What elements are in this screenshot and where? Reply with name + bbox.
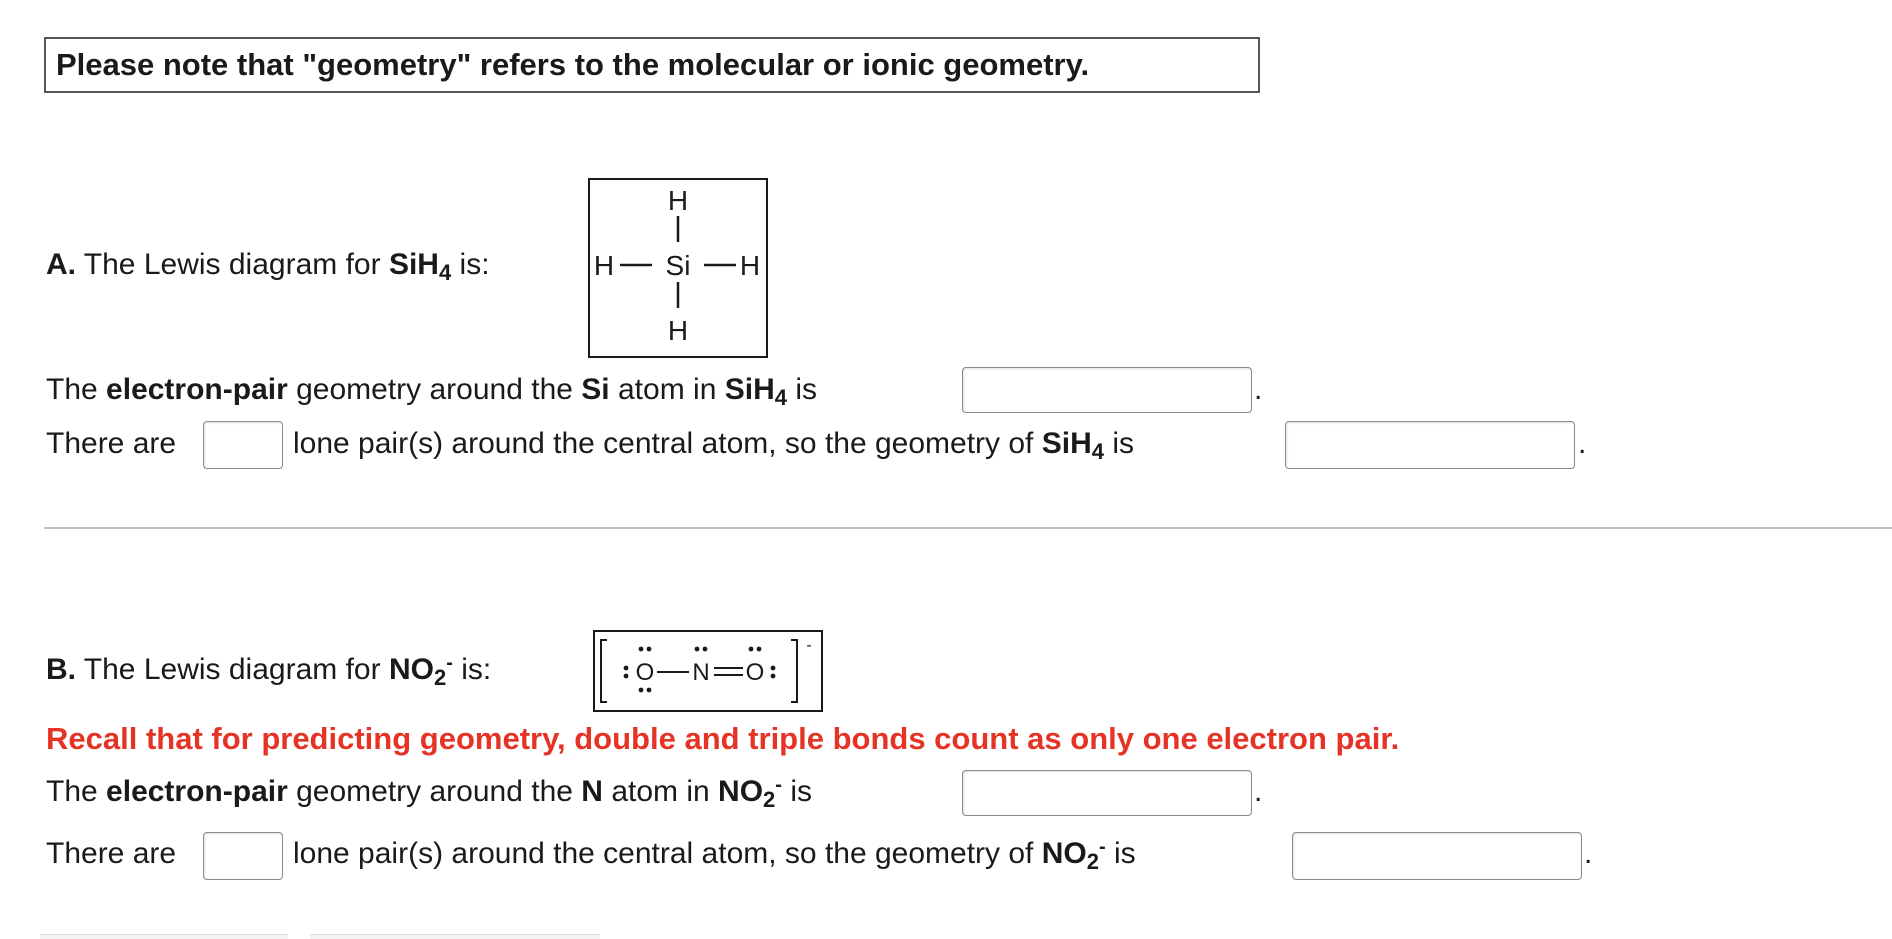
no2-geometry-input[interactable] [1292, 832, 1582, 880]
no2-n-center: N [692, 659, 710, 686]
sih4-lone-pairs-input[interactable] [203, 421, 283, 469]
no2-lewis-structure [595, 632, 821, 710]
part-b-question-1: The electron-pair geometry around the N atom in $NO_2^-$ is [46, 774, 812, 812]
part-b-formula: $NO_2^-$ [388, 652, 453, 690]
recall-note: Recall that for predicting geometry, double and triple bonds count as only one electron pair. [46, 721, 1400, 756]
part-b-suffix: is: [461, 653, 492, 686]
no2-charge: - [806, 637, 812, 654]
part-a-prefix: The Lewis diagram for [83, 248, 381, 281]
sih4-lewis-diagram [588, 178, 768, 358]
part-a-suffix: is: [459, 248, 490, 281]
no2-o-left: O [635, 659, 655, 686]
no2-electron-pair-geometry-input[interactable] [962, 770, 1252, 816]
sih4-h-bottom: H [667, 315, 689, 346]
section-divider [44, 527, 1892, 529]
part-a-question-1: The electron-pair geometry around the Si atom in SiH$_4$ is [46, 373, 818, 410]
bottom-button-right[interactable] [310, 934, 600, 939]
part-b-prefix: The Lewis diagram for [83, 653, 381, 686]
part-a-q1-period: . [1254, 373, 1263, 406]
part-a-formula: SiH$_4$ [388, 248, 452, 285]
sih4-si-center: Si [665, 250, 691, 281]
no2-o-right: O [745, 659, 765, 686]
part-b-heading [46, 652, 491, 688]
sih4-lewis-structure [590, 180, 766, 356]
part-b-q2-lead: There are [46, 837, 177, 870]
part-a-label: A. [46, 248, 76, 281]
part-b-question-2: lone pair(s) around the central atom, so the geometry of $NO_2^-$ is [293, 836, 1136, 874]
sih4-electron-pair-geometry-input[interactable] [962, 367, 1252, 413]
no2-lone-pairs-input[interactable] [203, 832, 283, 880]
right-bracket [791, 640, 797, 702]
left-bracket [601, 640, 607, 702]
part-b-q2-period: . [1584, 837, 1593, 870]
sih4-h-left: H [593, 250, 615, 281]
part-a-question-2: lone pair(s) around the central atom, so the geometry of SiH$_4$ is [293, 427, 1135, 464]
bottom-button-left[interactable] [40, 934, 288, 939]
sih4-geometry-input[interactable] [1285, 421, 1575, 469]
sih4-h-right: H [739, 250, 761, 281]
part-a-heading [46, 247, 490, 283]
geometry-note: Please note that "geometry" refers to the molecular or ionic geometry. [44, 37, 1260, 93]
no2-lewis-diagram [593, 630, 823, 712]
part-a-q2-lead: There are [46, 427, 177, 460]
part-a-q2-period: . [1578, 427, 1587, 460]
part-b-q1-period: . [1254, 775, 1263, 808]
part-b-label: B. [46, 653, 76, 686]
sih4-h-top: H [667, 185, 689, 216]
